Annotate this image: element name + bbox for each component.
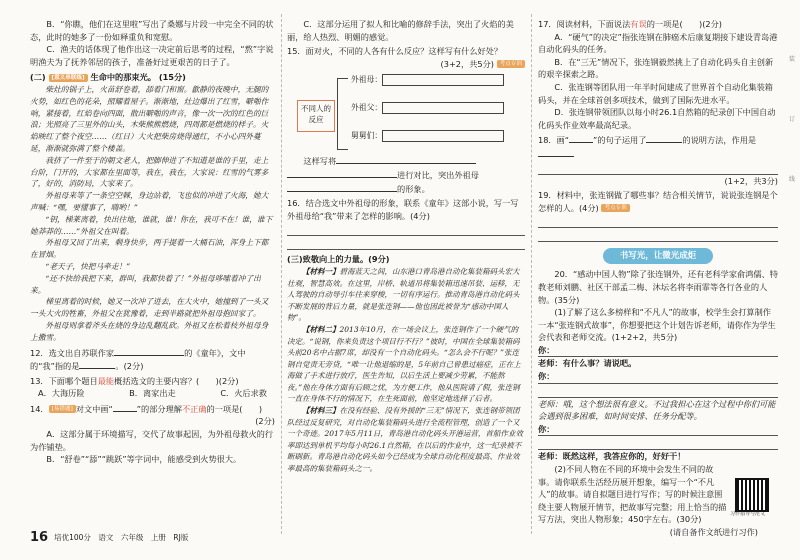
right-column: 17．阅读材料，下面说法有误的一项是( )(2分) A．“硬气”的决定”指张连钢在肺癌术后康复期接下建设青岛港自动化码头的任务。 B．在“三无”情况下，张连钢毅然挑上了自动化码头自主创新的艰辛探索之路。 C．张连钢等团队用一年半时间建成了世界首个自动化集装箱码头，并在全球首创多项技术，做到了国际先进水平。 D．张连钢带领团队以每小时26.1自然箱的纪录创下中国自动化码头作业效率最高纪录。 18．画“ ”的句子运用了 的说明方法，作用是 (1+2，共3分) 19．材料中，张连钢做了哪些事？结合相关情节，说说张连钢是个怎样的人。(4分) 考点专训 书写光，让微光成炬 20．“感动中国人物”除了张连钢外，还有老科学家俞鸿儒、特教老师刘鹏、社区干部孟二梅、沐坛名将李雨霏等各行各业的人物。(35分) (1)了解了这么多榜样和“不凡人”的故事，校学生会打算制作一本“张连钢式故事”，你想要把这个计划告诉老师，请你作为学生会代表和老师交流。(1+2+2，共5分) 你： 老师：有什么事？请说吧。 你： 老师：哦，这个想法很有意义。不过我担心在这个过程中你们可能会遇到很多困难，如时间安排、任务分配等。 你： 老师：既然这样，我答应你的，好好干！ (2)不同人物在不同的环境中会发生不同的故事。请你联系生活经历展开想象，编写一个“不凡人”的故事。请自拟题目进行写作；写的时候注意围绕主要人物展开情节，把故事写完整；用上恰当的描写方法，突出人物形象；450字左右。(30分) (请自备作文纸进行习作) <box>538 19 778 537</box>
binding-marks: 装 订 线 <box>788 56 795 183</box>
section-2-heading: (二) [意义串联练] 生命中的那束光。 (15分) <box>30 72 186 83</box>
answer-line[interactable] <box>538 228 778 242</box>
section-3-heading: (三)致敬向上的力量。(9分) <box>287 254 390 265</box>
dialogue-you-3: 你： <box>538 423 778 437</box>
option-c-cont[interactable]: C．这部分运用了拟人和比喻的修辞手法，突出了火焰的美丽，给人热烈、明媚的感觉。 <box>287 19 514 42</box>
reading-passage: 柴灶的锅子上，火苗舒卷着，舔着门和窗。歙静的夜晚中，无腿的火势，如红色的花朵，照耀着屋子。渐渐地，灶边爆出了红雪，噼啪作响，紧接着，红焰卷向四面，散出噼啪的声音，像一次一次的红色的巨浪；光照亮了三里外的山头，木柴熊熊燃烧，四周都是燃烧的样子。火焰映红了整个夜空……（红日）大火把柴房烧得通红，不小心四外蔓延，渐渐就弥满了整个楼盖。 我挤了一件至于的朝文老人，把脚伸进了不知道是谁的手里，走上台阶，门开的，大家都在里面等，我在，我在，大家说：红雪的气雾多了，好的，消防局，大家来了。 外祖母来等了一条空空棘，身边站着，飞也似的冲进了火海，她大声喊：“嘿，要懂事了，嗨哟！” “钥，梯莱离着，快出往地，谁就，谁！你在，我可不在！谁，谁下她莽莽的……”外祖父在叫着。 外祖母又回了出来，剩身快步，两手提着一大桶石油，浑身上下都在冒烟。 “老天子，快把马牵走！” “还不快给我把下来，群叫，我都快着了！”外祖母哆嗦着冲了出来。 梯里离着的时候，她又一次冲了进去，在大火中，她撞到了一头又一头大火的牲畜，外祖父在犹豫着，走到半路就把外祖母抱回家了。 外祖母则拿着斧头在烧的身边乱翻乱砍。外祖又在松着枝外祖母身上撒雪。 <box>30 84 273 342</box>
question-20-1: (1)了解了这么多榜样和“不凡人”的故事，校学生会打算制作一本“张连钢式故事”，你想要把这个计划告诉老师，请你作为学生会代表和老师交流。(1+2+2，共5分) <box>538 307 776 343</box>
qr-code[interactable] <box>735 478 769 512</box>
question-17: 17．阅读材料，下面说法有误的一项是( )(2分) <box>538 19 722 29</box>
answer-line[interactable] <box>287 222 525 236</box>
question-18: 18．画“ ”的句子运用了 的说明方法，作用是 <box>538 133 778 160</box>
question-16: 16．结合选文中外祖母的形象，联系《童年》这部小说，写一写外祖母给“我”带来了怎样的影响。(4分) <box>287 198 519 221</box>
question-14: 14． [易错题] 对文中画“ ”的部分理解不正确的一项是( ) <box>30 403 263 414</box>
answer-box[interactable] <box>382 130 504 142</box>
q17-option-b[interactable]: B．在“三无”情况下，张连钢毅然挑上了自动化码头自主创新的艰辛探索之路。 <box>538 56 774 80</box>
answer-box[interactable] <box>382 102 504 114</box>
middle-column: C．这部分运用了拟人和比喻的修辞手法，突出了火焰的美丽，给人热烈、明媚的感觉。 15．面对火，不同的人各有什么反应？这样写有什么好处？ (3+2，共5分) 考点专训 不同人的反应 外祖母： 外祖父： 舅舅们： 这样写将 进行对比，突出外祖母 的形象。 16．结合选文中外祖母的形象，联系《童年》这部小说，写一写外祖母给“我”带来了怎样的影响。(4分) (三)致敬向上的力量。(9分) 【材料一】碧海蓝天之间，山东港口青岛港自动化集装箱码头宏大壮观，智慧高效。在这里，岸桥、轨道吊将集装箱迅速吊装、运移，无人驾驶的自动导引车往来穿梭，一切有序运行。推动青岛港自动化码头不断发展的背后力量，就是张连钢——他也因此被誉为“感动中国人物”。 【材料二】2013年10月，在一场会议上，张连钢作了一个硬气的决定。“说钢，你来负责这个项目行不行？”彼时，中国在全球集装箱码头前20名中占据7席，却没有一个自动化码头。“怎么会不行呢？”张连钢自觉责无旁贷，“唯一让他退缩的是，5年前自己曾患过癌症，正在上海做了手术进行放疗，医生告知，以后生活上要减少劳累，不能熬夜。”他在身体方面有后顾之忧，为方便工作，他从医院请了假，张连钢一直在身体不行的情况下，在生死面前，他坚定地选择了后者。 【材料三】在没有经验、没有外援的“三无”情况下，张连钢带领团队经过反复研究，对自动化集装箱码头进行全流程管理，创造了一个又一个奇迹。2017年5月11日，青岛港自动化码头开港运营，首船作业效率即达到单机平均每小时26.1自然箱，在以后的作业中，这一纪录被不断刷新。青岛港自动化码头如今已经成为全球自动化程度最高、作业效率最高的集装箱码头之一。 <box>287 18 525 475</box>
q14-option-b[interactable]: B．“舒卷”“舔”“跳跃”等字词中，能感受到火势很大。 <box>46 454 242 465</box>
answer-box[interactable] <box>382 74 504 86</box>
dialogue-teacher-3: 老师：既然这样，我答应你的，好好干！ <box>538 451 686 462</box>
section-badge: [意义串联练] <box>49 74 88 82</box>
page-number: 16 <box>30 530 49 545</box>
question-13: 13．下面哪个题目最能概括选文的主要内容？( )(2分) <box>30 375 239 386</box>
answer-blank[interactable] <box>79 359 115 369</box>
dialogue-you-1: 你： <box>538 344 778 358</box>
qr-caption: 习作指导与范文 <box>730 511 766 517</box>
page-footer <box>30 530 188 545</box>
answer-line[interactable] <box>538 436 778 450</box>
answer-line[interactable] <box>538 161 778 175</box>
materials: 【材料一】碧海蓝天之间，山东港口青岛港自动化集装箱码头宏大壮观，智慧高效。在这里，岸桥、轨道吊将集装箱迅速吊装、运移，无人驾驶的自动导引车往来穿梭，一切有序运行。推动青岛港自动化码头不断发展的背后力量，就是张连钢——他也因此被誉为“感动中国人物”。 【材料二】2013年10月，在一场会议上，张连钢作了一个硬气的决定。“说钢，你来负责这个项目行不行？”彼时，中国在全球集装箱码头前20名中占据7席，却没有一个自动化码头。“怎么会不行呢？”张连钢自觉责无旁贷，“唯一让他退缩的是，5年前自己曾患过癌症，正在上海做了手术进行放疗，医生告知，以后生活上要减少劳累，不能熬夜。”他在身体方面有后顾之忧，为方便工作，他从医院请了假，张连钢一直在身体不行的情况下，在生死面前，他坚定地选择了后者。 【材料三】在没有经验、没有外援的“三无”情况下，张连钢带领团队经过反复研究，对自动化集装箱码头进行全流程管理，创造了一个又一个奇迹。2017年5月11日，青岛港自动化码头开港运营，首船作业效率即达到单机平均每小时26.1自然箱，在以后的作业中，这一纪录被不断刷新。青岛港自动化码头如今已经成为全球自动化程度最高、作业效率最高的集装箱码头之一。 <box>287 266 523 474</box>
q17-option-a[interactable]: A．“硬气”的决定”指张连钢在肺癌术后康复期接下建设青岛港自动化码头的任务。 <box>538 31 778 55</box>
question-19: 19．材料中，张连钢做了哪些事？结合相关情节，说说张连钢是个怎样的人。(4分) 考点专训 <box>538 190 778 213</box>
question-20-2: (2)不同人物在不同的环境中会发生不同的故事。请你联系生活经历展开想象，编写一个“不凡人”的故事。请自拟题目进行写作；写的时候注意围绕主要人物展开情节，把故事写完整；用上恰当的描写方法，突出人物形象；450字左右。(30分) <box>538 464 727 525</box>
dialogue-teacher-2: 老师：哦，这个想法很有意义。不过我担心在这个过程中你们可能会遇到很多困难，如时间安排、任务分配等。 <box>538 398 776 422</box>
q17-option-c[interactable]: C．张连钢等团队用一年半时间建成了世界首个自动化集装箱码头，并在全球首创多项技术，做到了国际先进水平。 <box>538 81 773 105</box>
question-12: 12．选文出自苏联作家 的《童年》，文中的“我”指的是 。(2分) <box>30 347 246 372</box>
option-c: C．渔夫的话体现了他作出这一决定前后思考的过程，“熬”字说明渔夫为了抚养邻居的孩子，准备好过更艰苦的日子了。 <box>30 44 274 67</box>
dialogue-you-2: 你： <box>538 370 778 384</box>
reaction-diagram: 不同人的反应 外祖母： 外祖父： 舅舅们： <box>287 72 525 154</box>
answer-line[interactable] <box>538 384 778 398</box>
question-15: 15．面对火，不同的人各有什么反应？这样写有什么好处？ <box>287 46 503 57</box>
answer-blank[interactable] <box>114 346 184 356</box>
dialogue-teacher-1: 老师：有什么事？请说吧。 <box>538 358 637 369</box>
diagram-box: 不同人的反应 <box>297 100 335 132</box>
question-20: 20．“感动中国人物”除了张连钢外，还有老科学家俞鸿儒、特教老师刘鹏、社区干部孟二梅、沐坛名将李雨霏等各行各业的人物。(35分) <box>538 269 778 305</box>
writing-banner: 书写光，让微光成炬 <box>603 248 713 264</box>
column-divider <box>531 14 533 534</box>
answer-line[interactable] <box>287 236 525 250</box>
q14-option-a[interactable]: A．这部分属于环境描写，交代了故事起因，为外祖母救火的行为作铺垫。 <box>30 429 274 452</box>
diagram-bracket <box>337 78 348 150</box>
answer-line[interactable] <box>538 214 778 228</box>
left-column: B．“你瞧，他们在这里啦”写出了桑娜与片段一中完全不同的状态，此时的她多了一份如释重负和宽慰。 C．渔夫的话体现了他作出这一决定前后思考的过程，“熬”字说明渔夫为了抚养邻居的孩子，准备好过更艰苦的日子了。 (二) [意义串联练] 生命中的那束光。 (15分) 柴灶的锅子上，火苗舒卷着，舔着门和窗。歙静的夜晚中，无腿的火势，如红色的花朵，照耀着屋子。渐渐地，灶边爆出了红雪，噼啪作响，紧接着，红焰卷向四面，散出噼啪的声音，像一次一次的红色的巨浪；光照亮了三里外的山头，木柴熊熊燃烧，四周都是燃烧的样子。火焰映红了整个夜空……（红日）大火把柴房烧得通红，不小心四外蔓延，渐渐就弥满了整个楼盖。 我挤了一件至于的朝文老人，把脚伸进了不知道是谁的手里，走上台阶，门开的，大家都在里面等，我在，我在，大家说：红雪的气雾多了，好的，消防局，大家来了。 外祖母来等了一条空空棘，身边站着，飞也似的冲进了火海，她大声喊：“嘿，要懂事了，嗨哟！” “钥，梯莱离着，快出往地，谁就，谁！你在，我可不在！谁，谁下她莽莽的……”外祖父在叫着。 外祖母又回了出来，剩身快步，两手提着一大桶石油，浑身上下都在冒烟。 “老天子，快把马牵走！” “还不快给我把下来，群叫，我都快着了！”外祖母哆嗦着冲了出来。 梯里离着的时候，她又一次冲了进去，在大火中，她撞到了一头又一头大火的牲畜，外祖父在犹豫着，走到半路就把外祖母抱回家了。 外祖母则拿着斧头在烧的身边乱翻乱砍。外祖又在松着枝外祖母身上撒雪。 12．选文出自苏联作家 的《童年》，文中的“我”指的是 。(2分) 13．下面哪个题目最能概括选文的主要内容？( )(2分) A．大海历险 B．离家出走 C．火后求救 14． [易错题] 对文中画“ ”的部分理解不正确的一项是( ) (2分) A．这部分属于环境描写，交代了故事起因，为外祖母救火的行为作铺垫。 B．“舒卷”“舔”“跳跃”等字词中，能感受到火势很大。 <box>30 19 275 465</box>
option-b: B．“你瞧，他们在这里啦”写出了桑娜与片段一中完全不同的状态，此时的她多了一份如释重负和宽慰。 <box>30 19 274 42</box>
question-13-options: A．大海历险 B．离家出走 C．火后求救 <box>38 388 267 399</box>
q17-option-d[interactable]: D．张连钢带领团队以每小时26.1自然箱的纪录创下中国自动化码头作业效率最高纪录。 <box>538 107 776 130</box>
book-title: 培优100分 语文 六年级 上册 RJ版 <box>54 533 189 542</box>
column-divider <box>281 14 283 534</box>
